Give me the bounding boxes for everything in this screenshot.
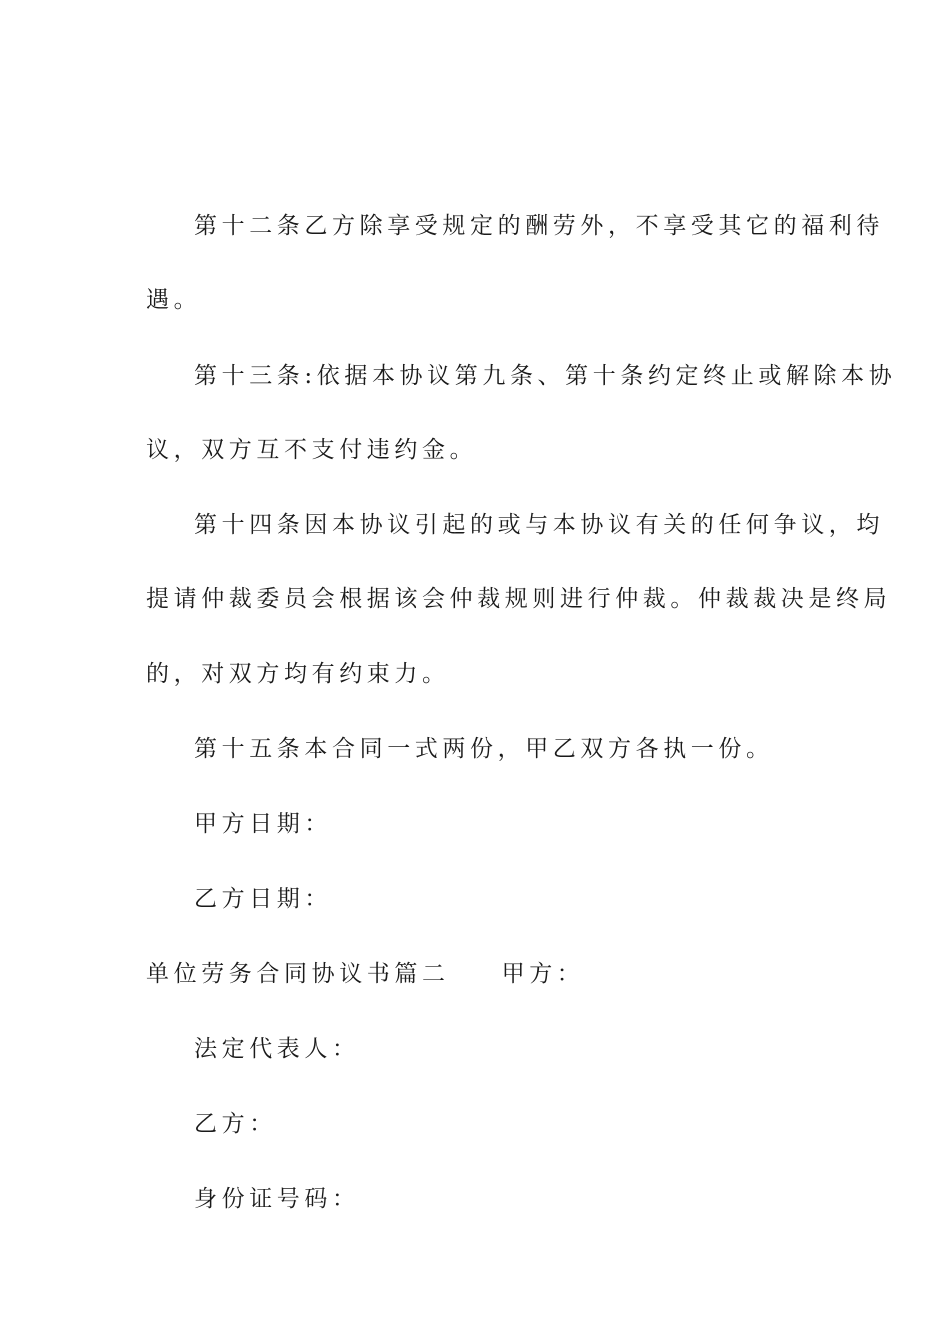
clause-14-line-1: 第十四条因本协议引起的或与本协议有关的任何争议，均 <box>194 512 884 538</box>
party-b-date: 乙方日期： <box>194 886 332 912</box>
section-title: 单位劳务合同协议书篇二 <box>146 961 450 987</box>
clause-14-line-3: 的，对双方均有约束力。 <box>146 661 450 687</box>
section-heading-line <box>146 959 806 989</box>
clause-12-line-2: 遇。 <box>146 287 202 313</box>
section-party-a: 甲方： <box>501 961 585 987</box>
clause-13-line-1: 第十三条:依据本协议第九条、第十条约定终止或解除本协 <box>194 363 897 389</box>
legal-representative: 法定代表人： <box>194 1036 360 1062</box>
clause-13-line-2: 议，双方互不支付违约金。 <box>146 437 478 463</box>
clause-14-line-2: 提请仲裁委员会根据该会仲裁规则进行仲裁。仲裁裁决是终局 <box>146 586 892 612</box>
id-number-label: 身份证号码： <box>194 1186 360 1212</box>
party-b-label: 乙方： <box>194 1111 277 1137</box>
clause-12-line-1: 第十二条乙方除享受规定的酬劳外，不享受其它的福利待 <box>194 213 884 239</box>
clause-15-line: 第十五条本合同一式两份，甲乙双方各执一份。 <box>194 736 774 762</box>
party-a-date: 甲方日期： <box>194 811 332 837</box>
